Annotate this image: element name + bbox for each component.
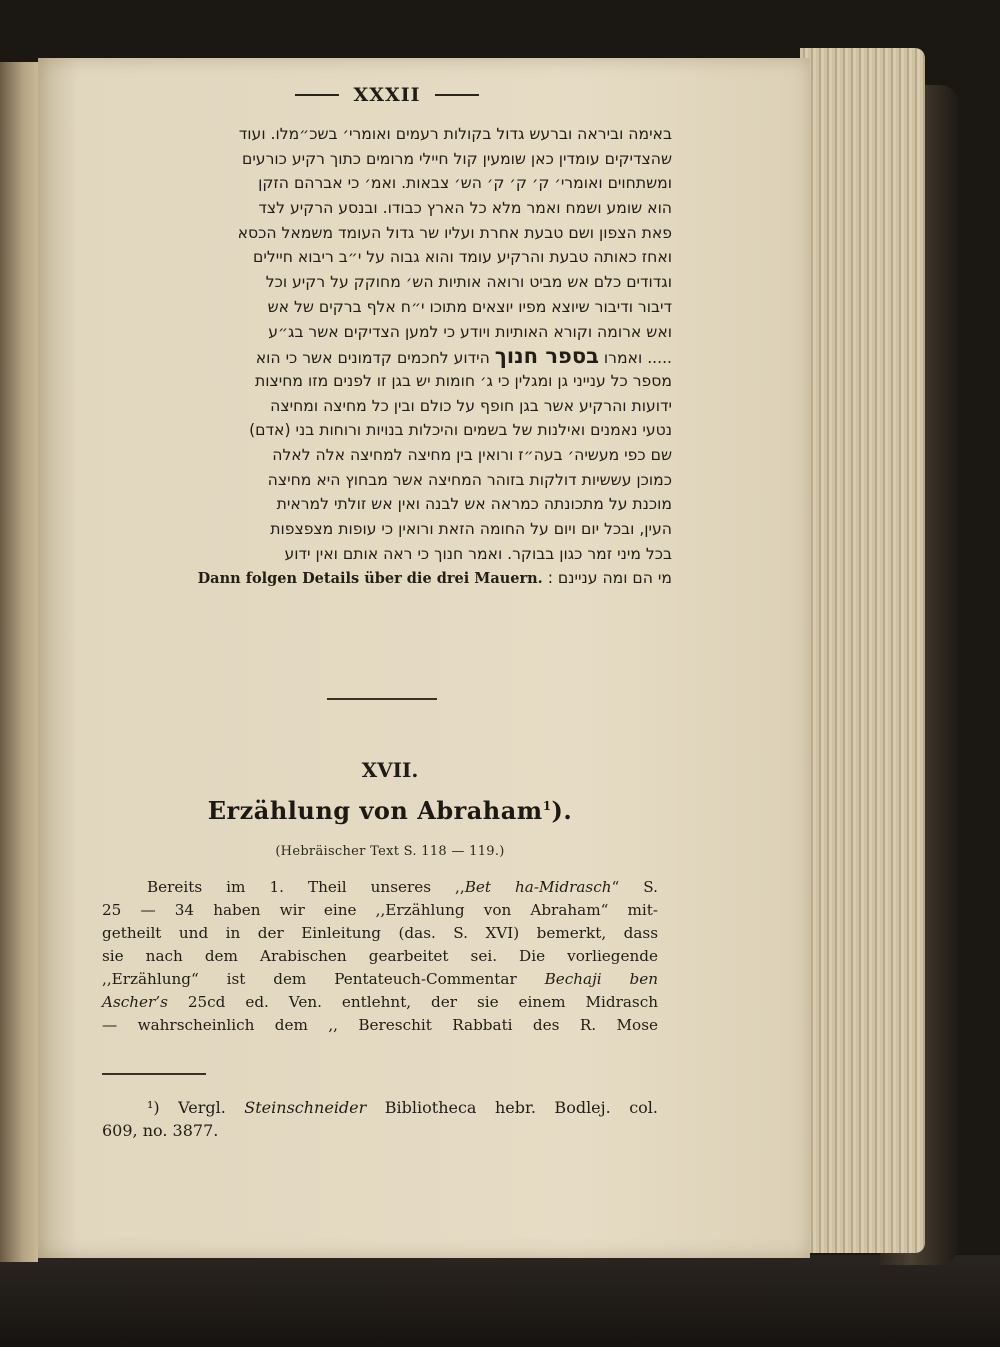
body-line: — wahrscheinlich dem ,, Bereschit Rabbati des R. Mose xyxy=(102,1016,658,1034)
section-title-close: ). xyxy=(551,796,573,825)
footnote-line-2: 609, no. 3877. xyxy=(102,1121,219,1140)
hebrew-line: דיבור ודיבור שיוצא מפיו יוצאים מתוכו י״ח אלף ברקים של אש xyxy=(267,297,672,316)
header-dash-left xyxy=(295,94,339,96)
hebrew-line: ידועות והרקיע אשר בגן חופף על כולם ובין כל מחיצה ומחיצה xyxy=(270,396,672,415)
hebrew-ellipsis: ..... xyxy=(647,349,672,368)
hebrew-line: ומשתחוים ואומרי׳ ק׳ ק׳ ק׳ הש׳ צבאות. ואמ׳ כי אברהם הזקן xyxy=(258,174,672,193)
header-dash-right xyxy=(435,94,479,96)
body-line: 25 — 34 haben wir eine ,,Erzählung von Abraham“ mit- xyxy=(102,901,658,919)
footnote-ref: 1 xyxy=(542,799,552,813)
hebrew-line: העין, ובכל יום ויום על החומה הזאת ורואין כי עופות מצפצפות xyxy=(270,520,672,538)
body-italic: Ascher’s xyxy=(102,993,168,1011)
body-italic: Bechaji ben xyxy=(544,970,658,988)
section-divider xyxy=(327,698,437,700)
hebrew-line-end: הידוע לחכמים קדמונים אשר כי הוא xyxy=(255,349,490,368)
hebrew-word: ואמרו xyxy=(603,349,643,368)
body-text-run: Bereits im 1. Theil unseres ,, xyxy=(147,878,465,896)
book-cover xyxy=(0,1255,1000,1347)
hebrew-last-words: מי הם ומה עניינם : xyxy=(547,569,672,588)
hebrew-line: וגדודים כלם אש מביט ורואה אותיות הש׳ מחוקק על רקיע וכל xyxy=(265,273,672,292)
hebrew-line: ואש ארומה וקורא האותיות ויודע כי למען הצדיקים אשר בג״ע xyxy=(268,322,672,341)
hebrew-line: שהצדיקים עומדין כאן שומעין קול חיילי מרומים כתוך רקיע כורעים xyxy=(241,149,672,168)
hebrew-line: בכל מיני זמר כגון בבוקר. ואמר חנוך כי ראה אותם ואין ידוע xyxy=(284,544,672,563)
body-line xyxy=(102,991,658,1014)
body-text-run: 25cd ed. Ven. entlehnt, der sie einem Midrasch xyxy=(167,993,658,1011)
hebrew-line: ואחז כאותה טבעת והרקיע עומד והוא גבוה על י״ב ריבוא חיילים xyxy=(253,248,672,267)
page-header xyxy=(282,80,492,110)
hebrew-line: מספר כל ענייני גן ומגלין כי ג׳ חומות יש בגן זו לפנים מזו מחיצות xyxy=(254,371,672,390)
left-page-edge xyxy=(0,62,38,1262)
hebrew-line: מוכנת על מתכונתה כמראה אש לבנה ואין אש זולתי למראית xyxy=(276,495,672,514)
page-number: XXXII xyxy=(353,84,421,106)
footnote-author: Steinschneider xyxy=(244,1098,367,1117)
footnote-rule xyxy=(102,1073,206,1075)
section-subtitle: (Hebräischer Text S. 118 — 119.) xyxy=(275,844,505,859)
page-stack-edge xyxy=(800,48,925,1253)
footnote-text: Vergl. xyxy=(159,1098,245,1117)
body-line xyxy=(102,968,658,991)
footnote-text: Bibliotheca hebr. Bodlej. col. xyxy=(366,1098,658,1117)
body-line: sie nach dem Arabischen gearbeitet sei. Die vorliegende xyxy=(102,947,658,965)
hebrew-text-block xyxy=(102,122,672,591)
body-text-run: “ S. xyxy=(611,878,658,896)
body-text-run: ,,Erzählung“ ist dem Pentateuch-Commentar xyxy=(102,970,545,988)
footnote-line xyxy=(102,1096,658,1119)
hebrew-line-10 xyxy=(102,344,672,369)
footnote xyxy=(102,1096,658,1142)
german-note: Dann folgen Details über die drei Mauern. xyxy=(197,570,543,588)
hebrew-line: שם כפי מעשיה׳ בעה״ז ורואין בין מחיצה למחיצה אלה לאלה xyxy=(272,445,672,464)
section-title xyxy=(150,796,630,825)
section-title-text: Erzählung von Abraham xyxy=(207,796,543,825)
body-paragraph xyxy=(102,876,658,1037)
section-number: XVII. xyxy=(361,758,419,782)
hebrew-last-line xyxy=(102,566,672,591)
hebrew-book-title: בספר חנוך xyxy=(494,344,599,369)
hebrew-line: הוא שומע ושמח ואמר מלא כל הארץ כבודו. ובנסע הרקיע לצד xyxy=(258,199,672,218)
hebrew-line: באימה וביראה וברעש גדול בקולות רעמים ואומרי׳ בשכ״מלו. ועוד xyxy=(238,125,672,143)
footnote-marker: ¹) xyxy=(147,1098,160,1117)
hebrew-line: פאת הצפון ושם טבעת אחרת ועליו שר גדול העומד משמאל הכסא xyxy=(237,223,672,242)
body-line: getheilt und in der Einleitung (das. S. XVI) bemerkt, dass xyxy=(102,924,658,942)
hebrew-line: כמוכן עששיות דולקות בזוהר המחיצה אשר מבחוץ היא מחיצה xyxy=(267,470,672,489)
body-italic: Bet ha-Midrasch xyxy=(464,878,612,896)
hebrew-line: נטעי נאמנים ואילנות של בשמים והיכלות בנויות ורוחות בני (אדם) xyxy=(249,421,672,440)
body-line xyxy=(102,876,658,899)
